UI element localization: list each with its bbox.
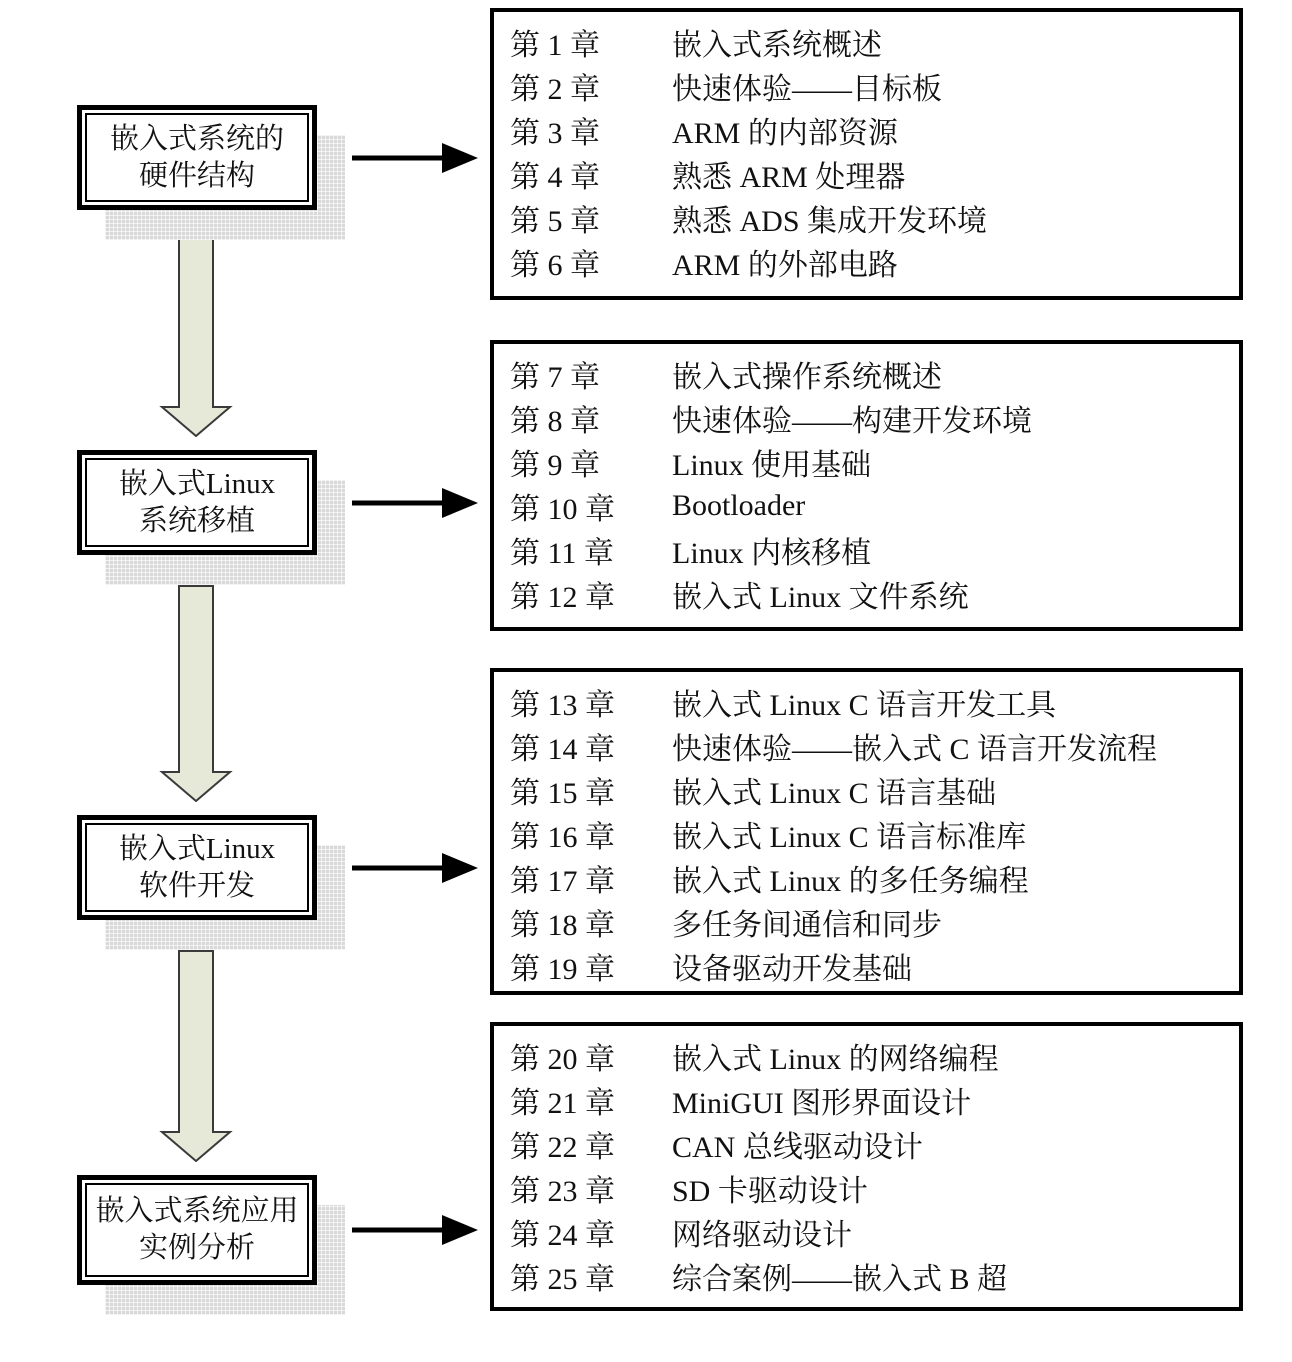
stage3-label-line2: 软件开发 [138,869,255,902]
chapter-row [510,812,1239,856]
chapter-number: 第 10 章 [510,493,615,526]
chapter-title: 嵌入式 Linux 的网络编程 [672,1043,999,1076]
chapter-number: 第 13 章 [510,689,615,722]
stage1-right-arrow-icon [352,140,480,176]
chapter-row [510,900,1239,944]
stage1-label-line2: 硬件结构 [138,159,255,192]
chapter-row [510,352,1239,396]
chapter-row [510,240,1239,284]
chapters2-box [490,340,1243,631]
chapter-title: Bootloader [672,489,806,522]
chapter-number: 第 23 章 [510,1175,615,1208]
chapter-number: 第 9 章 [510,449,600,482]
stage4-label [85,1183,309,1277]
chapter-number: 第 17 章 [510,865,615,898]
chapter-row [510,396,1239,440]
chapter-row [510,440,1239,484]
chapter-title: 嵌入式 Linux 文件系统 [672,581,969,614]
stage2-right-arrow-icon [352,485,480,521]
stage4-box [77,1175,317,1285]
chapter-row [510,484,1239,528]
chapter-title: 嵌入式 Linux C 语言基础 [672,777,997,810]
chapter-row [510,152,1239,196]
chapter-number: 第 7 章 [510,361,600,394]
chapter-title: CAN 总线驱动设计 [672,1131,923,1164]
chapter-number: 第 1 章 [510,29,600,62]
chapter-title: ARM 的内部资源 [672,117,898,150]
chapter-number: 第 25 章 [510,1263,615,1296]
chapter-row [510,1254,1239,1298]
chapter-row [510,64,1239,108]
chapter-number: 第 24 章 [510,1219,615,1252]
stage3-label-line1: 嵌入式Linux [118,832,276,865]
stage4-label-line2: 实例分析 [138,1232,255,1264]
chapter-title: ARM 的外部电路 [672,249,898,282]
chapter-number: 第 14 章 [510,733,615,766]
chapter-number: 第 12 章 [510,581,615,614]
chapter-number: 第 11 章 [510,537,614,570]
chapter-row [510,196,1239,240]
chapter-title: 嵌入式 Linux C 语言标准库 [672,821,1027,854]
stage1-label-line1: 嵌入式系统的 [109,122,284,155]
chapter-row [510,724,1239,768]
chapter-number: 第 22 章 [510,1131,615,1164]
stage2-box [77,450,317,555]
chapter-title: 嵌入式操作系统概述 [672,361,942,394]
stage2-label-line1: 嵌入式Linux [118,467,276,500]
chapter-row [510,1122,1239,1166]
stage2-label [85,458,309,547]
chapter-row [510,528,1239,572]
stage1-box [77,105,317,210]
chapter-number: 第 6 章 [510,249,600,282]
chapter-title: 熟悉 ARM 处理器 [672,161,906,194]
stage1-label [85,113,309,202]
chapters4-box [490,1022,1243,1311]
chapter-number: 第 21 章 [510,1087,615,1120]
chapter-title: 综合案例——嵌入式 B 超 [672,1263,1008,1296]
chapters3-box [490,668,1243,995]
chapter-title: MiniGUI 图形界面设计 [672,1087,972,1120]
stage3-box [77,815,317,920]
chapters1-list [494,12,1239,284]
chapter-title: 快速体验——构建开发环境 [672,405,1032,438]
chapter-title: SD 卡驱动设计 [672,1175,868,1208]
flow-down-arrow-1-icon [156,238,236,437]
chapter-number: 第 19 章 [510,953,615,986]
chapter-row [510,1034,1239,1078]
chapter-number: 第 2 章 [510,73,600,106]
chapter-row [510,1078,1239,1122]
stage3-label [85,823,309,912]
stage4-label-line1: 嵌入式系统应用 [95,1195,299,1227]
chapter-row [510,572,1239,616]
chapter-title: 网络驱动设计 [672,1219,852,1252]
chapter-title: 嵌入式 Linux 的多任务编程 [672,865,1029,898]
chapter-row [510,944,1239,988]
chapter-title: 设备驱动开发基础 [672,953,912,986]
chapter-row [510,768,1239,812]
chapter-row [510,108,1239,152]
chapter-row [510,20,1239,64]
chapter-title: Linux 内核移植 [672,537,872,570]
chapter-number: 第 15 章 [510,777,615,810]
chapters4-list [494,1026,1239,1298]
chapter-row [510,856,1239,900]
stage2-label-line2: 系统移植 [138,504,255,537]
chapter-number: 第 3 章 [510,117,600,150]
chapter-title: 嵌入式系统概述 [672,29,882,62]
chapter-title: 快速体验——目标板 [672,73,942,106]
chapter-number: 第 20 章 [510,1043,615,1076]
chapter-number: 第 4 章 [510,161,600,194]
chapter-title: 熟悉 ADS 集成开发环境 [672,205,988,238]
stage4-right-arrow-icon [352,1212,480,1248]
flow-down-arrow-2-icon [156,585,236,802]
chapter-number: 第 5 章 [510,205,600,238]
chapter-title: 多任务间通信和同步 [672,909,942,942]
chapter-row [510,680,1239,724]
chapter-title: 嵌入式 Linux C 语言开发工具 [672,689,1057,722]
chapter-title: 快速体验——嵌入式 C 语言开发流程 [672,733,1158,766]
chapter-number: 第 18 章 [510,909,615,942]
chapter-row [510,1210,1239,1254]
chapter-row [510,1166,1239,1210]
chapter-number: 第 16 章 [510,821,615,854]
chapter-number: 第 8 章 [510,405,600,438]
chapters2-list [494,344,1239,616]
chapters1-box [490,8,1243,300]
flow-down-arrow-3-icon [156,950,236,1162]
chapter-title: Linux 使用基础 [672,449,872,482]
stage3-right-arrow-icon [352,850,480,886]
chapters3-list [494,672,1239,988]
